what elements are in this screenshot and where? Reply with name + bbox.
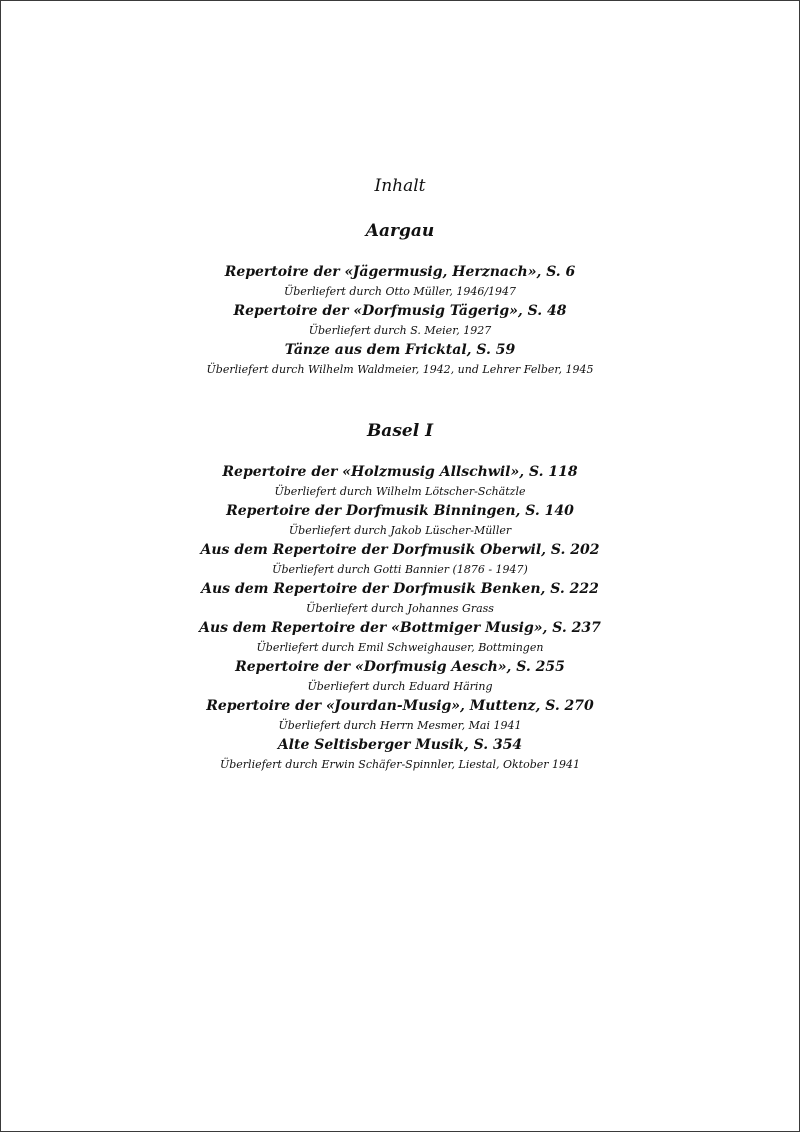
toc-entry xyxy=(1,462,799,501)
section-heading: Basel I xyxy=(366,421,434,441)
entry-title: Aus dem Repertoire der «Bottmiger Musig», S. 237 xyxy=(199,620,601,636)
entry-source: Überliefert durch Otto Müller, 1946/1947 xyxy=(283,285,517,298)
entry-title: Aus dem Repertoire der Dorfmusik Benken, S. 222 xyxy=(201,581,599,597)
entry-title: Repertoire der Dorfmusik Binningen, S. 140 xyxy=(226,503,574,519)
entry-title: Repertoire der «Holzmusig Allschwil», S. 118 xyxy=(222,464,578,480)
toc-entry xyxy=(1,501,799,540)
toc-entry xyxy=(1,696,799,735)
toc-entry xyxy=(1,301,799,340)
entry-source: Überliefert durch Erwin Schäfer-Spinnler, Liestal, Oktober 1941 xyxy=(219,758,581,771)
entry-title: Tänze aus dem Fricktal, S. 59 xyxy=(284,342,516,358)
entry-source: Überliefert durch Emil Schweighauser, Bottmingen xyxy=(256,641,544,654)
entry-source: Überliefert durch Wilhelm Lötscher-Schätzle xyxy=(274,485,526,498)
entry-title: Repertoire der «Dorfmusig Tägerig», S. 48 xyxy=(233,303,567,319)
entry-title: Alte Seltisberger Musik, S. 354 xyxy=(277,737,523,753)
entry-title: Repertoire der «Jägermusig, Herznach», S. 6 xyxy=(224,264,576,280)
toc-entry xyxy=(1,618,799,657)
entry-source: Überliefert durch Eduard Häring xyxy=(307,680,493,693)
entry-source: Überliefert durch Wilhelm Waldmeier, 1942, und Lehrer Felber, 1945 xyxy=(206,363,594,376)
entry-source: Überliefert durch Herrn Mesmer, Mai 1941 xyxy=(278,719,522,732)
entry-source: Überliefert durch S. Meier, 1927 xyxy=(308,324,492,337)
page-title: Inhalt xyxy=(374,176,426,196)
entry-source: Überliefert durch Jakob Lüscher-Müller xyxy=(288,524,512,537)
toc-entry xyxy=(1,540,799,579)
toc-entry xyxy=(1,262,799,301)
toc-entry xyxy=(1,340,799,379)
section-aargau xyxy=(1,220,799,379)
entry-title: Repertoire der «Jourdan-Musig», Muttenz, S. 270 xyxy=(206,698,594,714)
entry-title: Aus dem Repertoire der Dorfmusik Oberwil, S. 202 xyxy=(200,542,600,558)
section-basel xyxy=(1,420,799,774)
entry-source: Überliefert durch Johannes Grass xyxy=(306,602,494,615)
entry-title: Repertoire der «Dorfmusig Aesch», S. 255 xyxy=(235,659,565,675)
section-heading: Aargau xyxy=(365,221,435,241)
entry-source: Überliefert durch Gotti Bannier (1876 - 1947) xyxy=(272,563,528,576)
toc-entry xyxy=(1,579,799,618)
toc-entry xyxy=(1,657,799,696)
toc-entry xyxy=(1,735,799,774)
